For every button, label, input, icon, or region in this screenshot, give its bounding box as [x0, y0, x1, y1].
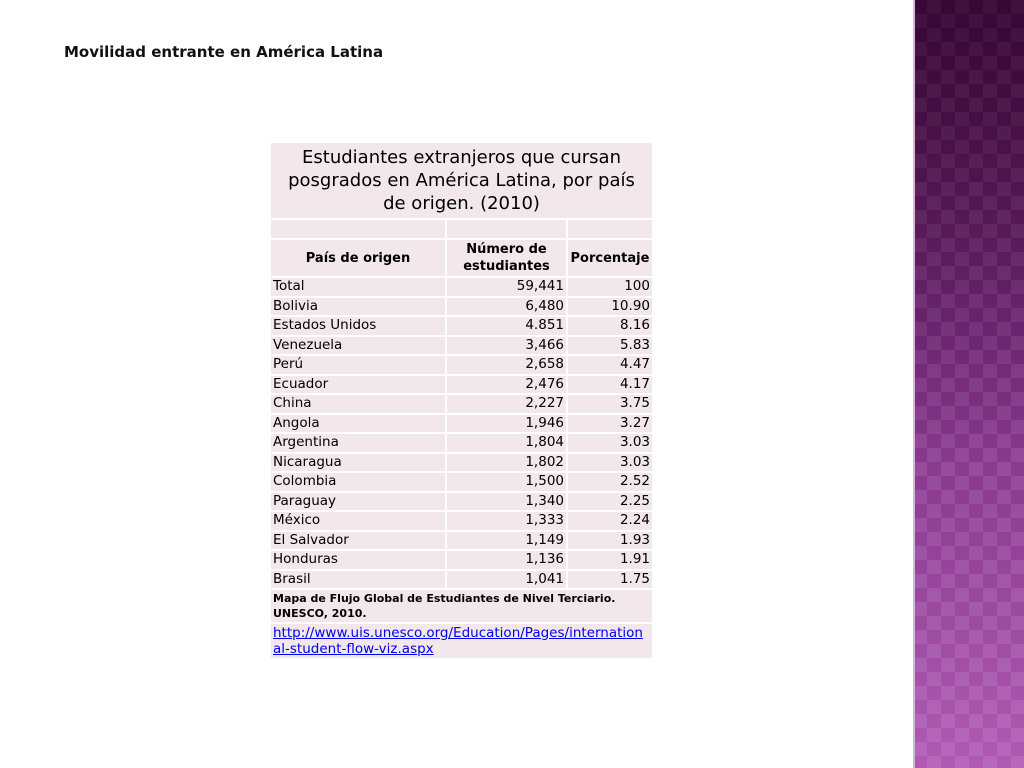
- students-cell: 1,500: [446, 472, 567, 492]
- students-cell: 1,804: [446, 433, 567, 453]
- students-cell: 1,802: [446, 453, 567, 473]
- students-cell: 1,041: [446, 570, 567, 590]
- table-row: [270, 394, 653, 414]
- country-cell: China: [270, 394, 446, 414]
- country-cell: México: [270, 511, 446, 531]
- percent-cell: 3.03: [567, 433, 653, 453]
- country-cell: Ecuador: [270, 375, 446, 395]
- data-table-container: [269, 141, 652, 660]
- empty-cell: [446, 219, 567, 239]
- percent-cell: 1.75: [567, 570, 653, 590]
- empty-row: [270, 219, 653, 239]
- percent-cell: 3.27: [567, 414, 653, 434]
- table-row: [270, 453, 653, 473]
- students-cell: 2,658: [446, 355, 567, 375]
- country-cell: Colombia: [270, 472, 446, 492]
- caption-row: [270, 142, 653, 219]
- table-row: [270, 316, 653, 336]
- table-row: [270, 531, 653, 551]
- table-row: [270, 336, 653, 356]
- empty-cell: [567, 219, 653, 239]
- students-cell: 4.851: [446, 316, 567, 336]
- source-note: Mapa de Flujo Global de Estudiantes de Nivel Terciario. UNESCO, 2010.: [270, 589, 653, 623]
- country-cell: Total: [270, 277, 446, 297]
- percent-cell: 4.47: [567, 355, 653, 375]
- country-cell: Nicaragua: [270, 453, 446, 473]
- percent-cell: 5.83: [567, 336, 653, 356]
- column-header-students: Número de estudiantes: [446, 239, 567, 277]
- table-row: [270, 355, 653, 375]
- table-row: [270, 472, 653, 492]
- students-cell: 2,476: [446, 375, 567, 395]
- source-row: [270, 589, 653, 623]
- percent-cell: 4.17: [567, 375, 653, 395]
- country-cell: Venezuela: [270, 336, 446, 356]
- table-row: [270, 570, 653, 590]
- table-row: [270, 433, 653, 453]
- students-cell: 2,227: [446, 394, 567, 414]
- source-link[interactable]: http://www.uis.unesco.org/Education/Pages/international-student-flow-viz.aspx: [273, 625, 643, 657]
- students-cell: 1,340: [446, 492, 567, 512]
- table-row: [270, 297, 653, 317]
- country-cell: Perú: [270, 355, 446, 375]
- students-table: [269, 141, 654, 660]
- percent-cell: 2.25: [567, 492, 653, 512]
- column-header-percent: Porcentaje: [567, 239, 653, 277]
- empty-cell: [270, 219, 446, 239]
- students-cell: 1,946: [446, 414, 567, 434]
- students-cell: 59,441: [446, 277, 567, 297]
- table-row: [270, 375, 653, 395]
- table-row: [270, 492, 653, 512]
- students-cell: 6,480: [446, 297, 567, 317]
- percent-cell: 100: [567, 277, 653, 297]
- country-cell: Angola: [270, 414, 446, 434]
- percent-cell: 8.16: [567, 316, 653, 336]
- percent-cell: 2.24: [567, 511, 653, 531]
- percent-cell: 2.52: [567, 472, 653, 492]
- slide-title: Movilidad entrante en América Latina: [64, 43, 384, 61]
- country-cell: Brasil: [270, 570, 446, 590]
- country-cell: Bolivia: [270, 297, 446, 317]
- table-row: [270, 414, 653, 434]
- country-cell: Paraguay: [270, 492, 446, 512]
- table-caption: Estudiantes extranjeros que cursan posgrados en América Latina, por país de origen. (2010): [270, 142, 653, 219]
- percent-cell: 10.90: [567, 297, 653, 317]
- percent-cell: 1.93: [567, 531, 653, 551]
- decorative-side-band: [913, 0, 1024, 768]
- students-cell: 1,333: [446, 511, 567, 531]
- students-cell: 1,149: [446, 531, 567, 551]
- percent-cell: 1.91: [567, 550, 653, 570]
- country-cell: Argentina: [270, 433, 446, 453]
- students-cell: 3,466: [446, 336, 567, 356]
- country-cell: El Salvador: [270, 531, 446, 551]
- link-row: [270, 623, 653, 659]
- country-cell: Honduras: [270, 550, 446, 570]
- header-row: [270, 239, 653, 277]
- percent-cell: 3.75: [567, 394, 653, 414]
- table-row: [270, 277, 653, 297]
- column-header-country: País de origen: [270, 239, 446, 277]
- country-cell: Estados Unidos: [270, 316, 446, 336]
- table-row: [270, 550, 653, 570]
- table-row: [270, 511, 653, 531]
- percent-cell: 3.03: [567, 453, 653, 473]
- source-link-cell: [270, 623, 653, 659]
- students-cell: 1,136: [446, 550, 567, 570]
